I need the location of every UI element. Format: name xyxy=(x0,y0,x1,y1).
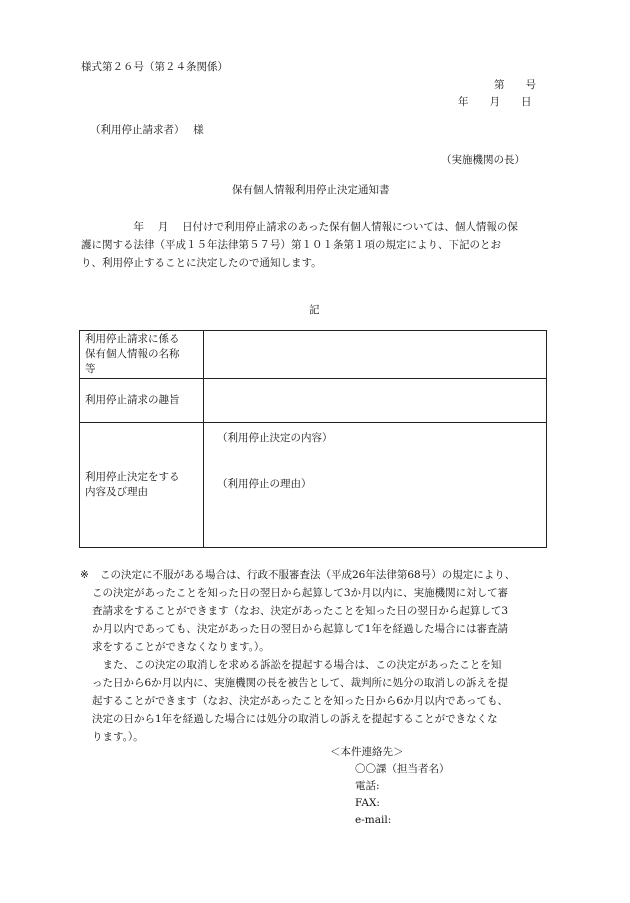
table-value-decision[interactable] xyxy=(204,423,547,548)
issue-date: 年 月 日 xyxy=(458,96,532,108)
table-value-subject[interactable] xyxy=(204,331,547,379)
body-paragraph xyxy=(81,218,549,272)
table-label-decision: 利用停止決定をする 内容及び理由 xyxy=(80,423,204,548)
table-row xyxy=(80,331,547,379)
addressee: （利用停止請求者） 様 xyxy=(90,124,204,136)
document-title: 保有個人情報利用停止決定通知書 xyxy=(232,184,390,196)
table-row xyxy=(80,379,547,423)
note-first-para: この決定に不服がある場合は、行政不服審査法（平成26年法律第68号）の規定により、 xyxy=(100,569,516,581)
form-number: 様式第２６号（第２４条関係） xyxy=(81,61,228,73)
note-continuation: この決定があったことを知った日の翌日から起算して3か月以内に、実施機関に対して審 査請求をすることができます（なお、決定があったことを知った日の翌日から起算して3 か月以内であっても、決定があった日の翌日から起算して1年を経過した場合には審査請 求をすることができなくなります。）。 また、この決定の取消しを求める訴訟を提起する場合は、この決定があったことを知 った日から6か月以内に、実施機関の長を被告として、裁判所に処分の取消しの訴えを提 起することができます（なお、決定があったことを知った日から6か月以内であっても、 決定の日から1年を経過した場合には処分の取消しの訴えを提起することができなくな ります。）。 xyxy=(92,587,509,743)
decision-content-label: （利用停止決定の内容） xyxy=(217,432,333,444)
table-label-purpose: 利用停止請求の趣旨 xyxy=(80,379,204,423)
table-label-subject: 利用停止請求に係る 保有個人情報の名称 等 xyxy=(80,331,204,379)
contact-heading: ＜本件連絡先＞ xyxy=(330,746,404,758)
note-mark: ※ xyxy=(80,569,89,581)
decision-table xyxy=(79,330,547,548)
contact-phone: 電話: xyxy=(355,780,380,792)
contact-email: e-mail: xyxy=(355,814,392,826)
appeal-notice xyxy=(80,566,550,746)
body-line: 護に関する法律（平成１５年法律第５７号）第１０１条第１項の規定により、下記のとお xyxy=(81,239,501,251)
body-line: り、利用停止することに決定したので通知します。 xyxy=(81,257,322,269)
contact-block xyxy=(330,744,450,829)
table-value-purpose[interactable] xyxy=(204,379,547,423)
body-line: 年 月 日付けで利用停止請求のあった保有個人情報については、個人情報の保 xyxy=(81,221,518,233)
issuer: （実施機関の長） xyxy=(441,154,525,166)
table-row xyxy=(80,423,547,548)
contact-section: 〇〇課（担当者名） xyxy=(355,763,450,775)
ki-heading: 記 xyxy=(309,304,320,316)
decision-reason-label: （利用停止の理由） xyxy=(217,478,312,490)
document-number: 第 号 xyxy=(494,79,536,91)
contact-fax: FAX: xyxy=(355,797,380,809)
